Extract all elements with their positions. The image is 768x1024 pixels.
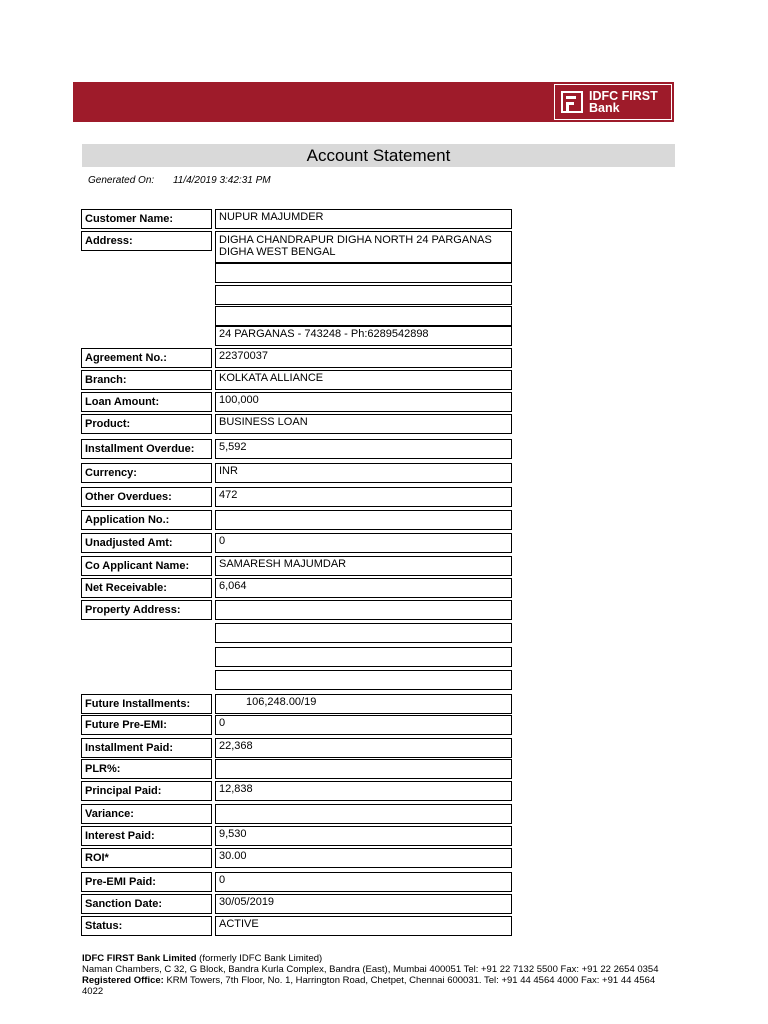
co-applicant-name-label: Co Applicant Name: <box>81 556 212 576</box>
future-installments-label: Future Installments: <box>81 694 212 714</box>
bank-logo <box>554 84 672 120</box>
principal-paid-value: 12,838 <box>215 781 512 801</box>
future-pre-emi-label: Future Pre-EMI: <box>81 715 212 735</box>
footer-registered-label: Registered Office: <box>82 975 164 986</box>
roi-label: ROI* <box>81 848 212 868</box>
address-line2 <box>215 263 512 283</box>
variance-value <box>215 804 512 824</box>
net-receivable-value: 6,064 <box>215 578 512 598</box>
idfc-logo-icon <box>561 91 583 113</box>
page-title: Account Statement <box>82 144 675 167</box>
address-line4 <box>215 306 512 326</box>
installment-overdue-label: Installment Overdue: <box>81 439 212 459</box>
footer-formerly: (formerly IDFC Bank Limited) <box>196 953 323 964</box>
roi-value: 30.00 <box>215 848 512 868</box>
future-pre-emi-value: 0 <box>215 715 512 735</box>
principal-paid-label: Principal Paid: <box>81 781 212 801</box>
address-label: Address: <box>81 231 212 251</box>
branch-value: KOLKATA ALLIANCE <box>215 370 512 390</box>
logo-line2: Bank <box>589 101 620 115</box>
footer <box>82 953 672 997</box>
interest-paid-value: 9,530 <box>215 826 512 846</box>
address-line3 <box>215 285 512 305</box>
agreement-no-label: Agreement No.: <box>81 348 212 368</box>
footer-company: IDFC FIRST Bank Limited <box>82 953 197 964</box>
footer-registered <box>82 975 672 997</box>
customer-name-value: NUPUR MAJUMDER <box>215 209 512 229</box>
installment-paid-label: Installment Paid: <box>81 738 212 758</box>
sanction-date-value: 30/05/2019 <box>215 894 512 914</box>
pre-emi-paid-value: 0 <box>215 872 512 892</box>
status-value: ACTIVE <box>215 916 512 936</box>
status-label: Status: <box>81 916 212 936</box>
installment-paid-value: 22,368 <box>215 738 512 758</box>
application-no-value <box>215 510 512 530</box>
sanction-date-label: Sanction Date: <box>81 894 212 914</box>
footer-address: Naman Chambers, C 32, G Block, Bandra Kurla Complex, Bandra (East), Mumbai 400051 Tel: +91 22 7132 5500 Fax: +91 22 2654 0354 <box>82 964 659 975</box>
property-address-label: Property Address: <box>81 600 212 620</box>
loan-amount-value: 100,000 <box>215 392 512 412</box>
unadjusted-amt-label: Unadjusted Amt: <box>81 533 212 553</box>
customer-name-label: Customer Name: <box>81 209 212 229</box>
property-address-line2 <box>215 623 512 643</box>
co-applicant-name-value: SAMARESH MAJUMDAR <box>215 556 512 576</box>
plr-label: PLR%: <box>81 759 212 779</box>
currency-label: Currency: <box>81 463 212 483</box>
currency-value: INR <box>215 463 512 483</box>
other-overdues-value: 472 <box>215 487 512 507</box>
footer-company-line <box>82 953 672 964</box>
generated-label: Generated On: <box>88 175 155 186</box>
property-address-line3 <box>215 647 512 667</box>
property-address-line1 <box>215 600 512 620</box>
product-value: BUSINESS LOAN <box>215 414 512 434</box>
pre-emi-paid-label: Pre-EMI Paid: <box>81 872 212 892</box>
address-line5: 24 PARGANAS - 743248 - Ph:6289542898 <box>215 326 512 346</box>
net-receivable-label: Net Receivable: <box>81 578 212 598</box>
address-line1: DIGHA CHANDRAPUR DIGHA NORTH 24 PARGANAS DIGHA WEST BENGAL <box>215 231 512 263</box>
generated-value: 11/4/2019 3:42:31 PM <box>172 175 271 186</box>
footer-registered-text: KRM Towers, 7th Floor, No. 1, Harrington Road, Chetpet, Chennai 600031. Tel: +91 44 4564 4000 Fax: +91 44 4564 4022 <box>82 975 656 997</box>
loan-amount-label: Loan Amount: <box>81 392 212 412</box>
branch-label: Branch: <box>81 370 212 390</box>
future-installments-value: 106,248.00/19 <box>215 694 512 714</box>
generated-on <box>88 175 271 186</box>
unadjusted-amt-value: 0 <box>215 533 512 553</box>
logo-line1: IDFC FIRST <box>589 89 658 103</box>
interest-paid-label: Interest Paid: <box>81 826 212 846</box>
application-no-label: Application No.: <box>81 510 212 530</box>
other-overdues-label: Other Overdues: <box>81 487 212 507</box>
property-address-line4 <box>215 670 512 690</box>
variance-label: Variance: <box>81 804 212 824</box>
installment-overdue-value: 5,592 <box>215 439 512 459</box>
plr-value <box>215 759 512 779</box>
agreement-no-value: 22370037 <box>215 348 512 368</box>
product-label: Product: <box>81 414 212 434</box>
